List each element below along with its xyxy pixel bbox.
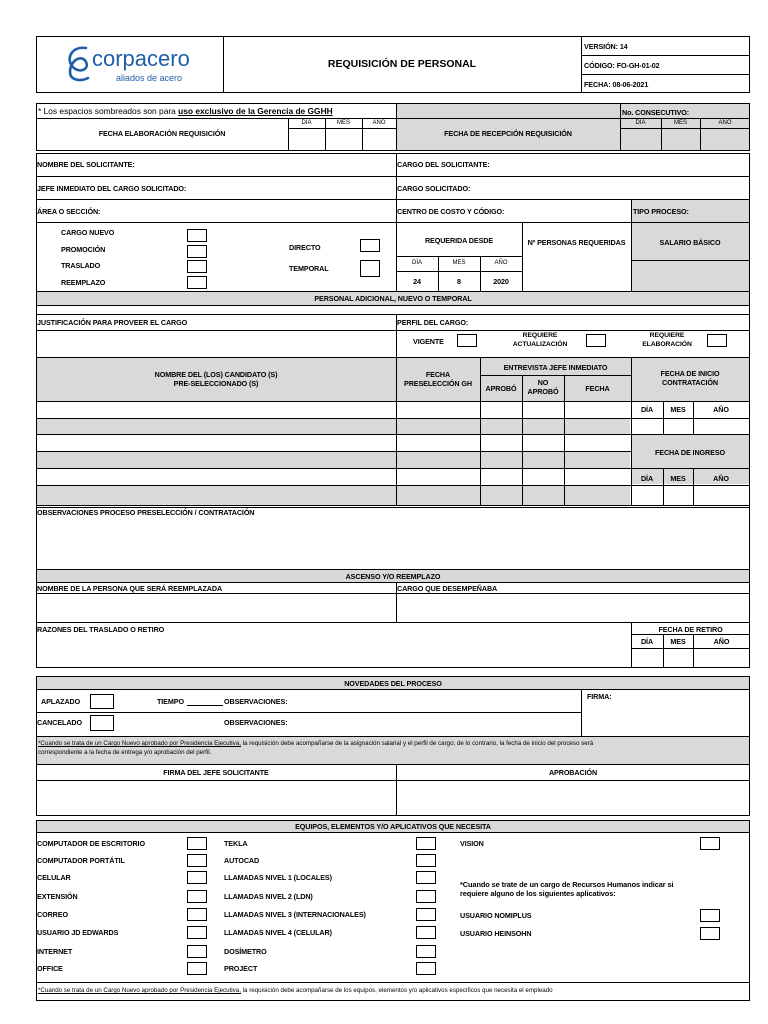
salario-label: SALARIO BÁSICO [659,238,721,247]
cargo-solicitado-label: CARGO SOLICITADO: [397,184,471,193]
firma-label: FIRMA: [587,692,612,701]
equip-col1-label: COMPUTADOR PORTÁTIL [37,856,125,865]
consecutivo-label: No. CONSECUTIVO: [622,108,690,117]
dia-label: DÍA [635,120,646,126]
vision-label: VISION [460,839,484,848]
promocion-checkbox[interactable] [187,245,207,258]
cancelado-label: CANCELADO [37,718,83,727]
equip-col1-label: EXTENSIÓN [37,892,78,901]
fecha-pre-label-1: FECHA [425,370,451,379]
anio-label: AÑO [713,405,729,414]
equip-col2-label: LLAMADAS NIVEL 3 (INTERNACIONALES) [224,910,366,919]
firma-jefe-label: FIRMA DEL JEFE SOLICITANTE [163,768,269,777]
aplazado-checkbox[interactable] [90,694,114,709]
version-label: VERSIÓN: 14 [584,42,628,51]
equip-col2-checkbox[interactable] [416,871,436,884]
equip-col1-label: CELULAR [37,873,71,882]
req-elab-checkbox[interactable] [707,334,727,347]
fecha-elaboracion-label: FECHA ELABORACIÓN REQUISICIÓN [98,129,226,138]
anio-value[interactable]: 2020 [493,277,509,286]
equipos-note: *Cuando se trata de un Cargo Nuevo aprobado por Presidencia Ejecutiva, la requisición debe acompañarse de los equipos, elementos y/o aplicativos específicos que necesita el empleado [38,987,553,994]
novedades-section-title: NOVEDADES DEL PROCESO [344,679,442,688]
logo-tagline: aliados de acero [116,73,183,83]
cargo-nuevo-checkbox[interactable] [187,229,207,242]
equip-col2-checkbox[interactable] [416,837,436,850]
directo-label: DIRECTO [289,243,321,252]
area-label: ÁREA O SECCIÓN: [37,207,101,216]
req-elab-label-1: REQUIERE [649,332,685,339]
dia-value[interactable]: 24 [413,277,421,286]
directo-checkbox[interactable] [360,239,380,252]
rh-note-1: *Cuando se trate de un cargo de Recursos Humanos indicar si [460,880,674,889]
equip-col2-label: LLAMADAS NIVEL 1 (LOCALES) [224,873,332,882]
nombre-candidato-label-1: NOMBRE DEL (LOS) CANDIDATO (S) [154,370,278,379]
promocion-label: PROMOCIÓN [61,245,106,254]
reemplazo-checkbox[interactable] [187,276,207,289]
equip-col1-label: OFFICE [37,964,63,973]
req-act-label-1: REQUIERE [522,332,558,339]
observaciones-label: OBSERVACIONES: [224,697,288,706]
temporal-label: TEMPORAL [289,264,329,273]
equip-col1-checkbox[interactable] [187,871,207,884]
ascenso-section-title: ASCENSO Y/O REEMPLAZO [345,572,441,581]
nombre-candidato-label-2: PRE-SELECCIONADO (S) [173,379,259,388]
reemplazo-label: REEMPLAZO [61,278,106,287]
equip-col1-checkbox[interactable] [187,945,207,958]
equip-col1-label: USUARIO JD EDWARDS [37,928,119,937]
vigente-label: VIGENTE [413,337,444,346]
equip-col1-checkbox[interactable] [187,908,207,921]
novedades-note: *Cuando se trata de un Cargo Nuevo aprobado por Presidencia Ejecutiva, la requisición debe acompañarse de la asignación salarial y el perfil de cargo; de lo contrario, la fecha de inicio del proceso será [38,740,594,747]
fecha-recepcion-label: FECHA DE RECEPCIÓN REQUISICIÓN [444,129,572,138]
fecha-pre-label-2: PRESELECCIÓN GH [404,379,472,388]
form-title: REQUISICIÓN DE PERSONAL [327,58,477,70]
mes-label: MES [673,120,687,126]
equip-col1-checkbox[interactable] [187,962,207,975]
anio-label: AÑO [372,120,386,126]
equip-col2-checkbox[interactable] [416,854,436,867]
mes-label: MES [670,405,686,414]
aprobo-label: APROBÓ [485,384,517,393]
cargo-solicitante-label: CARGO DEL SOLICITANTE: [397,160,490,169]
tiempo-label: TIEMPO [157,697,184,706]
equip-col1-checkbox[interactable] [187,926,207,939]
equip-col2-checkbox[interactable] [416,890,436,903]
req-act-checkbox[interactable] [586,334,606,347]
equip-col1-checkbox[interactable] [187,837,207,850]
shaded-note: * Los espacios sombreados son para uso exclusivo de la Gerencia de GGHH [38,106,333,116]
mes-label: MES [670,637,686,646]
anio-label: AÑO [494,260,508,266]
vision-checkbox[interactable] [700,837,720,850]
fecha-label: FECHA [585,384,610,393]
cancelado-checkbox[interactable] [90,715,114,731]
observaciones-label: OBSERVACIONES: [224,718,288,727]
num-personas-label: Nº PERSONAS REQUERIDAS [527,238,626,247]
equip-col2-label: DOSÍMETRO [224,947,267,956]
logo-name: corpacero [92,46,190,71]
no-aprobo-label-2: APROBÓ [527,387,559,396]
equip-col2-label: TEKLA [224,839,248,848]
nombre-solicitante-label: NOMBRE DEL SOLICITANTE: [37,160,135,169]
observaciones-label: OBSERVACIONES PROCESO PRESELECCIÓN / CONTRATACIÓN [37,508,255,517]
justificacion-label: JUSTIFICACIÓN PARA PROVEER EL CARGO [37,318,188,327]
entrevista-label: ENTREVISTA JEFE INMEDIATO [503,363,608,372]
mes-value[interactable]: 8 [457,277,461,286]
equip-col2-checkbox[interactable] [416,926,436,939]
traslado-checkbox[interactable] [187,260,207,273]
fecha-ingreso-label: FECHA DE INGRESO [654,448,725,457]
equip-col1-label: COMPUTADOR DE ESCRITORIO [37,839,145,848]
company-logo [62,42,212,90]
equip-col2-checkbox[interactable] [416,962,436,975]
equip-col2-label: AUTOCAD [224,856,260,865]
perfil-label: PERFIL DEL CARGO: [397,318,469,327]
heinsohn-label: USUARIO HEINSOHN [460,929,532,938]
heinsohn-checkbox[interactable] [700,927,720,940]
equip-col1-label: CORREO [37,910,68,919]
logo-icon [62,44,94,84]
traslado-label: TRASLADO [61,261,101,270]
tipo-proceso-label: TIPO PROCESO: [633,207,689,216]
temporal-checkbox[interactable] [360,260,380,277]
vigente-checkbox[interactable] [457,334,477,347]
anio-label: AÑO [713,637,730,646]
fecha-inicio-label-2: CONTRATACIÓN [661,378,719,387]
aplazado-label: APLAZADO [41,697,81,706]
equip-col2-label: LLAMADAS NIVEL 2 (LDN) [224,892,313,901]
equipos-section-title: EQUIPOS, ELEMENTOS Y/O APLICATIVOS QUE NECESITA [295,822,491,831]
code-label: CÓDIGO: FO-GH-01-02 [584,61,660,70]
req-elab-label-2: ELABORACIÓN [642,341,692,348]
dia-label: DÍA [640,637,654,646]
equip-col1-checkbox[interactable] [187,890,207,903]
date-label: FECHA: 08-06-2021 [584,80,649,89]
req-act-label-2: ACTUALIZACIÓN [512,341,568,348]
equip-col1-checkbox[interactable] [187,854,207,867]
mes-label: MES [670,474,686,483]
mes-label: MES [452,260,466,266]
cargo-nuevo-label: CARGO NUEVO [61,228,115,237]
centro-costo-label: CENTRO DE COSTO Y CÓDIGO: [397,207,505,216]
dia-label: DÍA [301,120,312,126]
equip-col2-label: PROJECT [224,964,258,973]
cargo-desempenaba-label: CARGO QUE DESEMPEÑABA [397,584,498,593]
equip-col1-label: INTERNET [37,947,73,956]
dia-label: DÍA [640,474,654,483]
adicional-section-title: PERSONAL ADICIONAL, NUEVO O TEMPORAL [314,294,472,303]
nomiplus-checkbox[interactable] [700,909,720,922]
mes-label: MES [336,120,350,126]
nombre-reemplazada-label: NOMBRE DE LA PERSONA QUE SERÁ REEMPLAZADA [37,584,223,593]
equip-col2-checkbox[interactable] [416,945,436,958]
fecha-retiro-label: FECHA DE RETIRO [658,625,723,634]
fecha-inicio-label-1: FECHA DE INICIO [660,369,720,378]
dia-label: DÍA [640,405,654,414]
nomiplus-label: USUARIO NOMIPLUS [460,911,532,920]
tiempo-field[interactable] [187,705,223,706]
no-aprobo-label-1: NO [537,378,549,387]
anio-label: AÑO [713,474,729,483]
novedades-note-line2: correspondiente a la fecha de entrega y/o aprobación del perfil. [38,749,212,756]
equip-col2-label: LLAMADAS NIVEL 4 (CELULAR) [224,928,332,937]
rh-note-2: requiere alguno de los siguientes aplicativos: [460,889,616,898]
dia-label: DÍA [411,260,422,266]
equip-col2-checkbox[interactable] [416,908,436,921]
razones-label: RAZONES DEL TRASLADO O RETIRO [37,625,165,634]
jefe-inmediato-label: JEFE INMEDIATO DEL CARGO SOLICITADO: [37,184,187,193]
requerida-desde-label: REQUERIDA DESDE [424,236,494,245]
anio-label: AÑO [718,120,732,126]
aprobacion-label: APROBACIÓN [548,768,598,777]
